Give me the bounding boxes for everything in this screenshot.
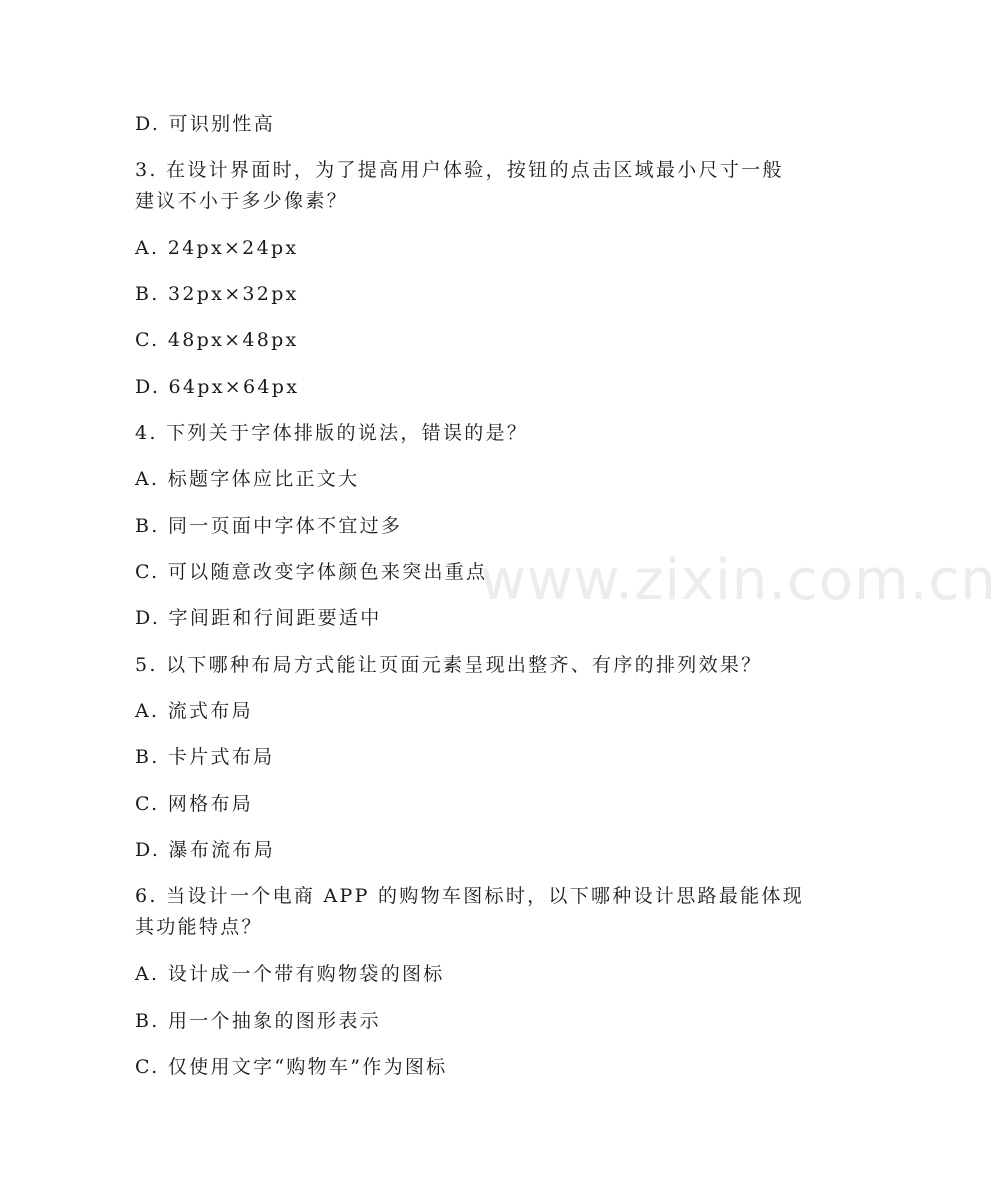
option-q4-d: D. 字间距和行间距要适中 [135,607,382,629]
question-3-line-1: 3. 在设计界面时，为了提高用户体验，按钮的点击区域最小尺寸一般 [135,159,784,181]
question-3-line-2: 建议不小于多少像素？ [135,190,349,212]
question-5: 5. 以下哪种布局方式能让页面元素呈现出整齐、有序的排列效果？ [135,654,763,676]
watermark: www.zixin.com.cn [480,548,997,613]
question-6-line-2: 其功能特点？ [135,916,263,938]
option-q3-d: D. 64px×64px [135,376,300,398]
option-q6-b: B. 用一个抽象的图形表示 [135,1010,381,1032]
question-4: 4. 下列关于字体排版的说法，错误的是？ [135,422,529,444]
option-q5-a: A. 流式布局 [135,700,253,722]
option-q5-d: D. 瀑布流布局 [135,839,276,861]
option-q2-d: D. 可识别性高 [135,113,276,135]
option-q6-a: A. 设计成一个带有购物袋的图标 [135,963,445,985]
option-q4-c: C. 可以随意改变字体颜色来突出重点 [135,561,488,583]
option-q3-a: A. 24px×24px [135,237,299,259]
option-q6-c: C. 仅使用文字“购物车”作为图标 [135,1056,448,1078]
option-q5-c: C. 网格布局 [135,793,254,815]
option-q3-b: B. 32px×32px [135,283,299,305]
option-q4-a: A. 标题字体应比正文大 [135,468,360,490]
option-q5-b: B. 卡片式布局 [135,746,275,768]
question-6-line-1: 6. 当设计一个电商 APP 的购物车图标时，以下哪种设计思路最能体现 [135,885,805,907]
option-q4-b: B. 同一页面中字体不宜过多 [135,515,403,537]
option-q3-c: C. 48px×48px [135,329,299,351]
